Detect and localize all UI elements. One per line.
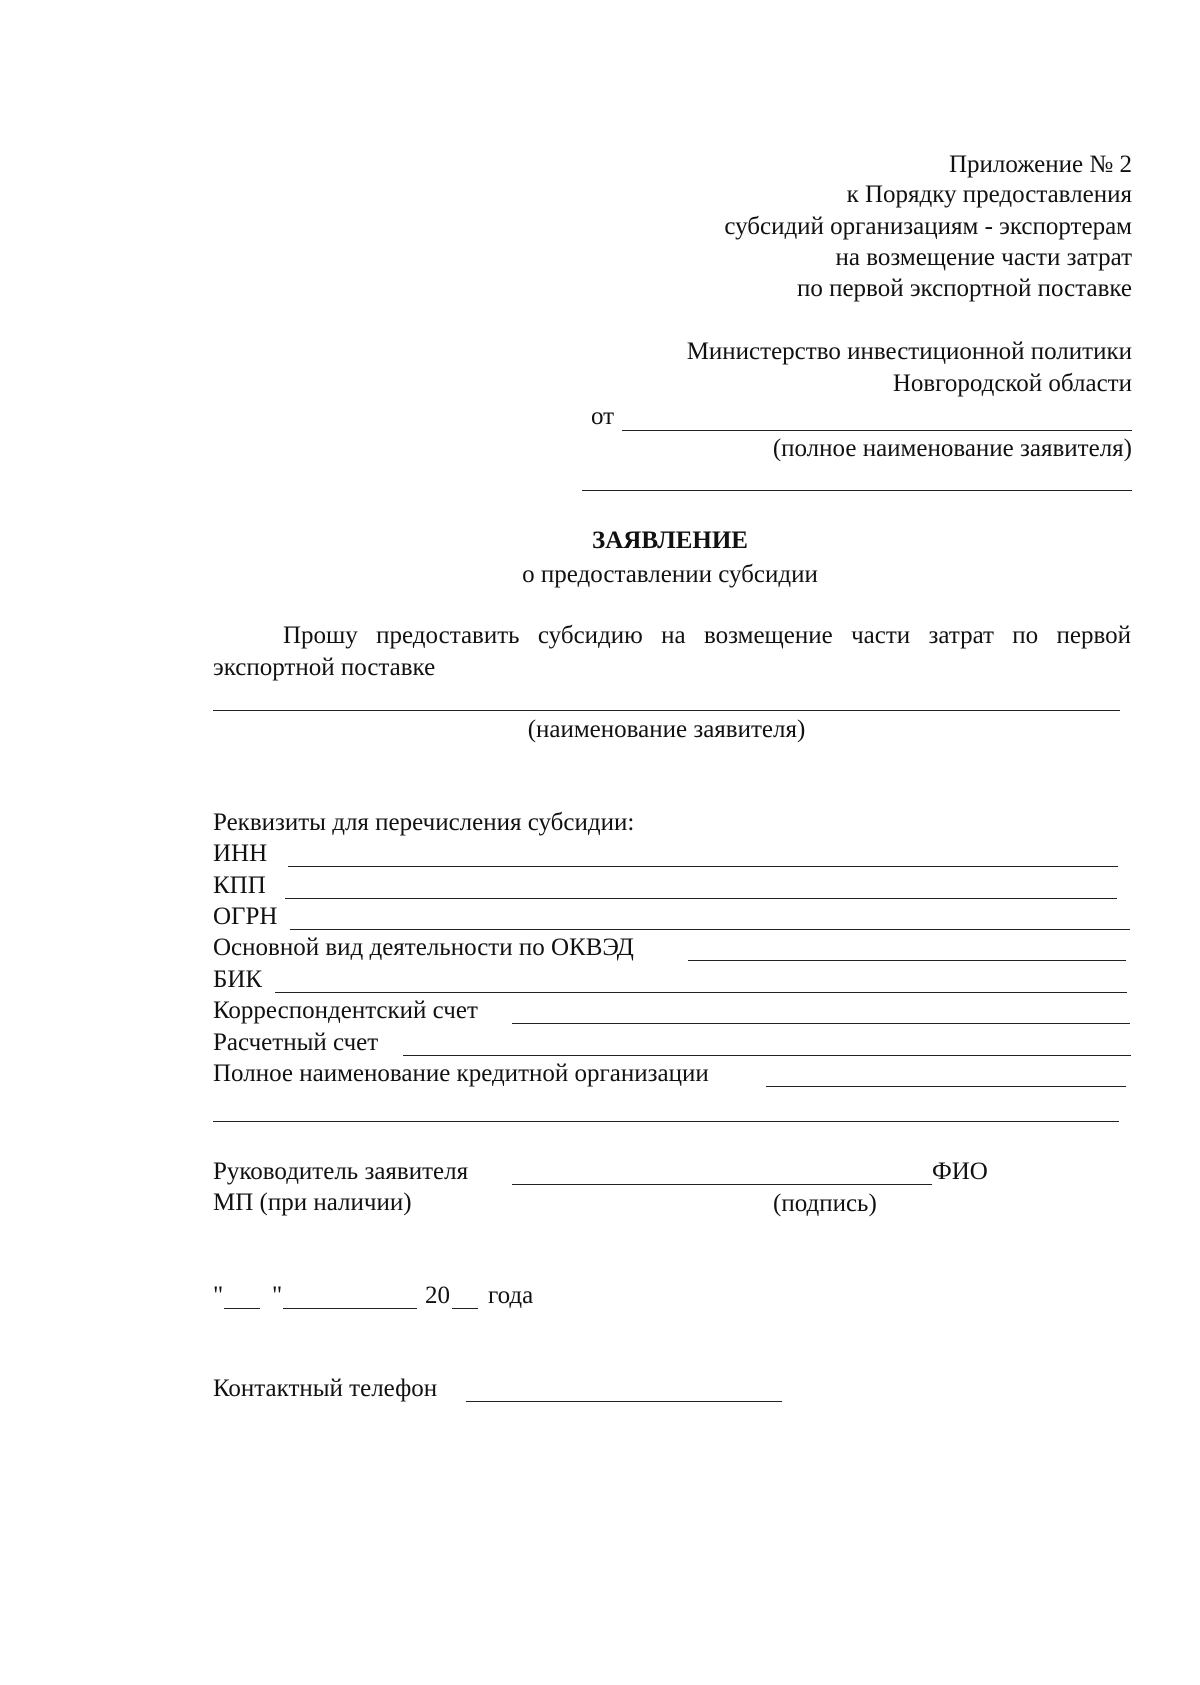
date-month-line[interactable] — [283, 1308, 417, 1309]
signature-caption: (подпись) — [773, 1190, 877, 1217]
ogrn-field-line[interactable] — [290, 929, 1130, 930]
addressee-line-1: Министерство инвестиционной политики — [686, 338, 1132, 365]
ogrn-label: ОГРН — [213, 903, 278, 930]
addressee-line-2: Новгородской области — [892, 370, 1132, 397]
kpp-label: КПП — [213, 872, 266, 899]
appendix-line-3: субсидий организациям - экспортерам — [724, 213, 1132, 240]
okved-field-line[interactable] — [688, 960, 1126, 961]
corr-account-label: Корреспондентский счет — [213, 997, 478, 1024]
requisites-heading: Реквизиты для перечисления субсидии: — [213, 809, 635, 836]
document-title: ЗАЯВЛЕНИЕ — [592, 527, 748, 554]
request-text-line-1: Прошу предоставить субсидию на возмещение части затрат по первой — [283, 622, 1131, 649]
date-quote-open: " — [213, 1282, 224, 1309]
date-year-prefix: 20 — [425, 1282, 450, 1309]
bik-label: БИК — [213, 966, 263, 993]
bank-name-label: Полное наименование кредитной организации — [213, 1060, 709, 1087]
fio-label: ФИО — [932, 1158, 988, 1185]
okved-label: Основной вид деятельности по ОКВЭД — [213, 934, 634, 961]
date-year-line[interactable] — [452, 1308, 478, 1309]
from-blank-line[interactable] — [622, 430, 1132, 431]
appendix-line-1: Приложение № 2 — [948, 151, 1132, 178]
inn-field-line[interactable] — [288, 866, 1118, 867]
inn-label: ИНН — [213, 840, 268, 867]
appendix-line-5: по первой экспортной поставке — [796, 275, 1132, 302]
signature-line[interactable] — [512, 1184, 932, 1185]
from-label: от — [591, 403, 615, 430]
appendix-line-2: к Порядку предоставления — [846, 181, 1132, 208]
bank-name-field-line[interactable] — [766, 1086, 1126, 1087]
from-blank-line-2[interactable] — [582, 490, 1132, 491]
kpp-field-line[interactable] — [285, 898, 1117, 899]
document-subtitle: о предоставлении субсидии — [522, 561, 818, 588]
request-text-line-2: экспортной поставке — [213, 654, 436, 681]
applicant-caption: (наименование заявителя) — [527, 716, 806, 743]
date-day-line[interactable] — [224, 1308, 260, 1309]
date-quote-close: " — [272, 1282, 283, 1309]
stamp-label: МП (при наличии) — [213, 1189, 412, 1216]
date-year-suffix: года — [488, 1282, 534, 1309]
corr-account-field-line[interactable] — [512, 1023, 1130, 1024]
bik-field-line[interactable] — [275, 992, 1127, 993]
phone-field-line[interactable] — [466, 1401, 782, 1402]
from-caption: (полное наименование заявителя) — [772, 435, 1132, 462]
applicant-name-line[interactable] — [213, 710, 1120, 711]
bank-name-field-line-2[interactable] — [213, 1121, 1119, 1122]
appendix-line-4: на возмещение части затрат — [835, 244, 1132, 271]
head-label: Руководитель заявителя — [213, 1158, 469, 1185]
settlement-account-field-line[interactable] — [403, 1055, 1131, 1056]
phone-label: Контактный телефон — [213, 1375, 438, 1402]
settlement-account-label: Расчетный счет — [213, 1029, 379, 1056]
